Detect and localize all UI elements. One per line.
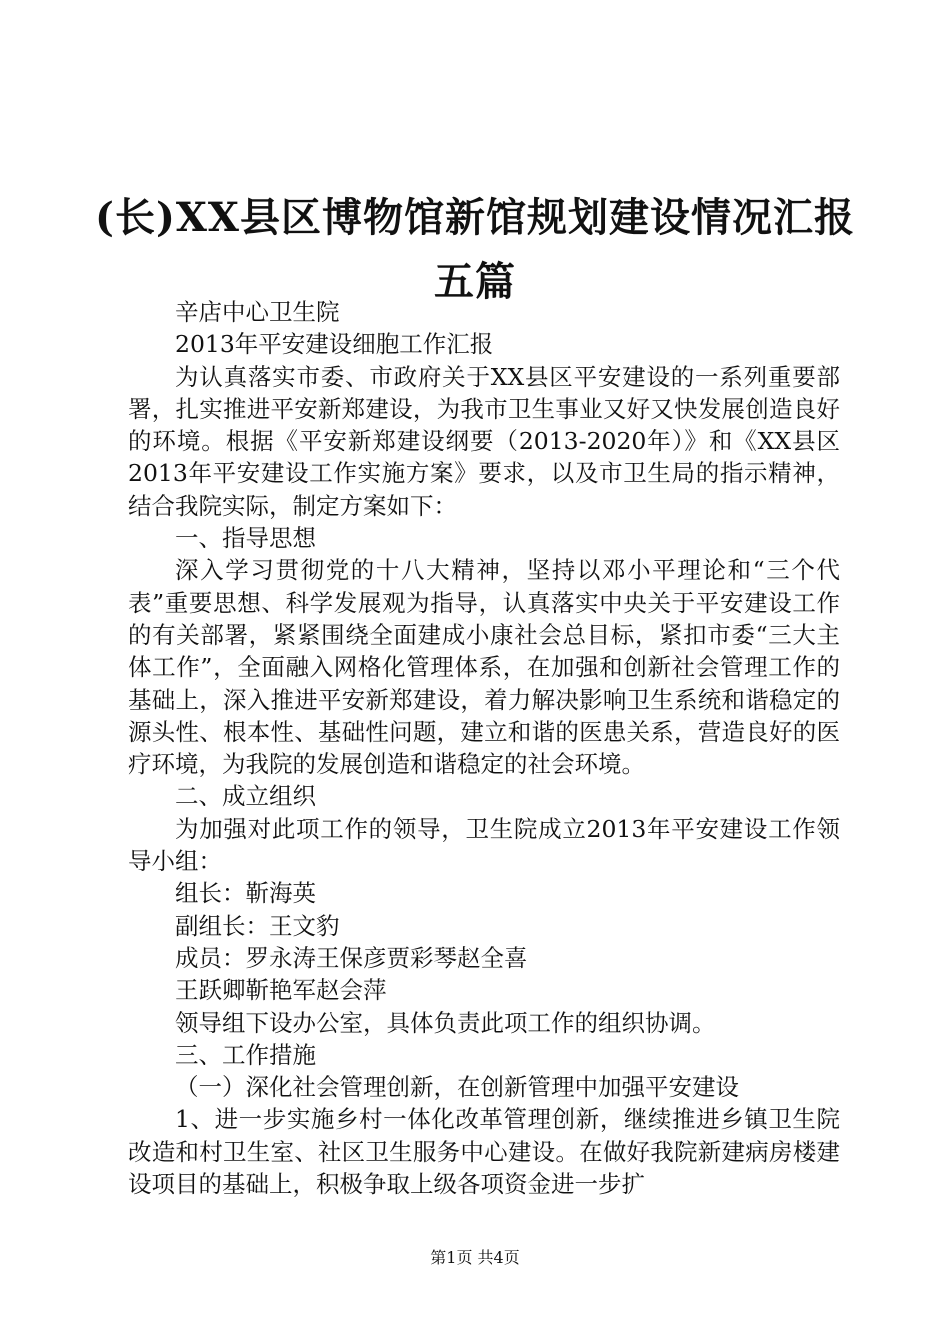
paragraph: 为认真落实市委、市政府关于XX县区平安建设的一系列重要部署，扎实推进平安新郑建设，为我市卫生事业又好又快发展创造良好的环境。根据《平安新郑建设纲要（2013-2020年）》和《XX县区2013年平安建设工作实施方案》要求，以及市卫生局的指示精神，结合我院实际，制定方案如下： (128, 362, 840, 520)
document-title: (长)XX县区博物馆新馆规划建设情况汇报五篇 (95, 194, 855, 305)
paragraph: 组长：靳海英 (175, 879, 316, 908)
paragraph: 成员：罗永涛王保彦贾彩琴赵全喜 (175, 943, 528, 972)
paragraph: 2013年平安建设细胞工作汇报 (175, 330, 494, 359)
document-body (128, 296, 840, 1200)
subsection-heading: （一）深化社会管理创新，在创新管理中加强平安建设 (175, 1073, 739, 1102)
section-heading: 一、指导思想 (175, 524, 316, 553)
section-heading: 三、工作措施 (175, 1040, 316, 1069)
paragraph: 辛店中心卫生院 (175, 298, 340, 326)
section-heading: 二、成立组织 (175, 782, 316, 811)
paragraph: 为加强对此项工作的领导，卫生院成立2013年平安建设工作领导小组： (128, 814, 840, 876)
page-footer: 第1页 共4页 (430, 1248, 520, 1267)
paragraph: 副组长：王文豹 (175, 911, 340, 940)
paragraph: 1、进一步实施乡村一体化改革管理创新，继续推进乡镇卫生院改造和村卫生室、社区卫生服务中心建设。在做好我院新建病房楼建设项目的基础上，积极争取上级各项资金进一步扩 (128, 1105, 840, 1199)
paragraph: 王跃卿靳艳军赵会萍 (175, 976, 387, 1005)
paragraph: 领导组下设办公室，具体负责此项工作的组织协调。 (175, 1008, 716, 1037)
paragraph: 深入学习贯彻党的十八大精神，坚持以邓小平理论和“三个代表”重要思想、科学发展观为指导，认真落实中央关于平安建设工作的有关部署，紧紧围绕全面建成小康社会总目标，紧扣市委“三大主体工作”，全面融入网格化管理体系，在加强和创新社会管理工作的基础上，深入推进平安新郑建设，着力解决影响卫生系统和谐稳定的源头性、根本性、基础性问题，建立和谐的医患关系，营造良好的医疗环境，为我院的发展创造和谐稳定的社会环境。 (128, 556, 840, 779)
